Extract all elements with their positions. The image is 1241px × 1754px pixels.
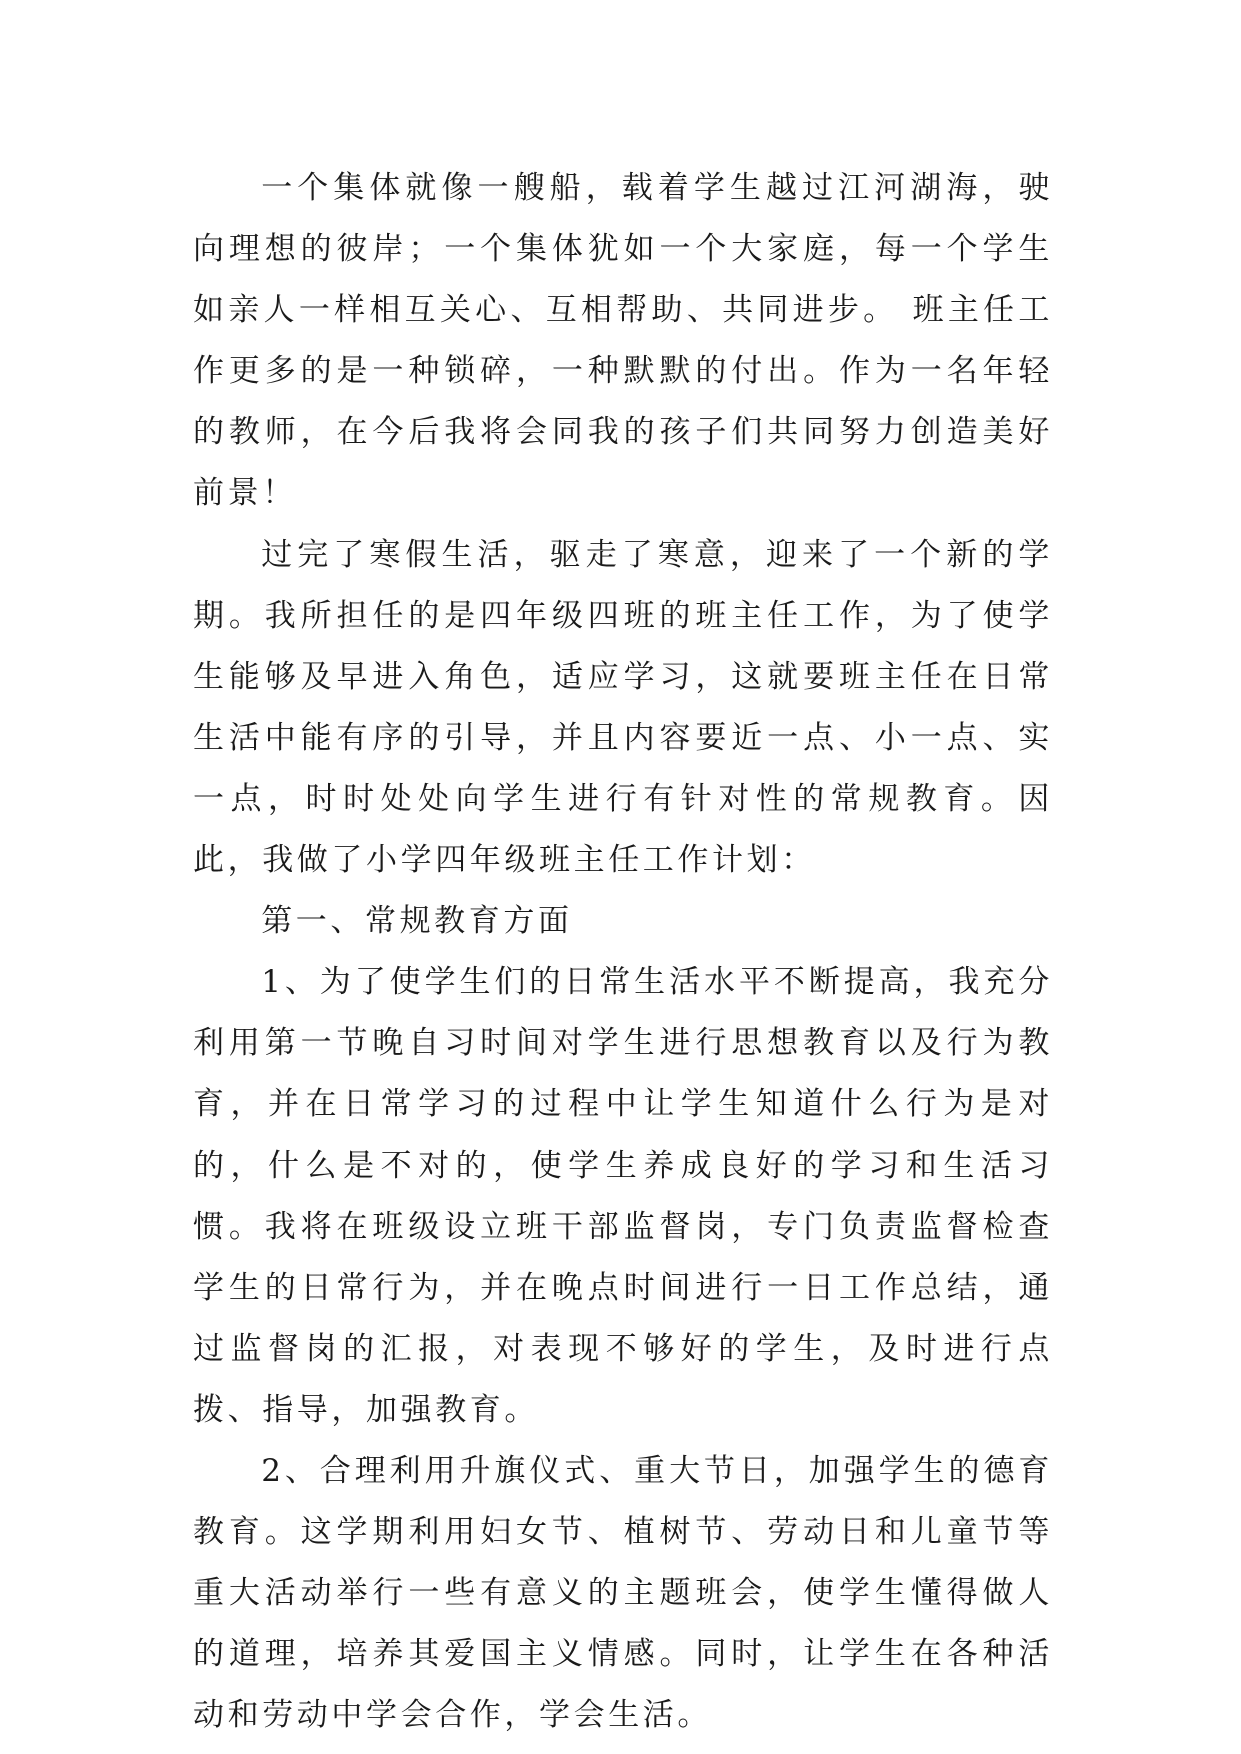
paragraph-intro: 一个集体就像一艘船，载着学生越过江河湖海，驶向理想的彼岸；一个集体犹如一个大家庭，每一个学生如亲人一样相互关心、互相帮助、共同进步。 班主任工作更多的是一种锁碎，一种默默的付出。作为一名年轻的教师，在今后我将会同我的孩子们共同努力创造美好前景！ xyxy=(193,170,1053,512)
section-heading-routine-education: 第一、常规教育方面 xyxy=(261,903,573,940)
paragraph-item-1: 1、为了使学生们的日常生活水平不断提高，我充分利用第一节晚自习时间对学生进行思想教育以及行为教育，并在日常学习的过程中让学生知道什么行为是对的，什么是不对的，使学生养成良好的学习和生活习惯。我将在班级设立班干部监督岗，专门负责监督检查学生的日常行为，并在晚点时间进行一日工作总结，通过监督岗的汇报，对表现不够好的学生，及时进行点拨、指导，加强教育。 xyxy=(193,964,1053,1428)
document-body xyxy=(193,158,1053,1746)
paragraph-semester-plan: 过完了寒假生活，驱走了寒意，迎来了一个新的学期。我所担任的是四年级四班的班主任工作，为了使学生能够及早进入角色，适应学习，这就要班主任在日常生活中能有序的引导，并且内容要近一点、小一点、实一点，时时处处向学生进行有针对性的常规教育。因此，我做了小学四年级班主任工作计划： xyxy=(193,536,1053,879)
paragraph-item-2: 2、合理利用升旗仪式、重大节日，加强学生的德育教育。这学期利用妇女节、植树节、劳动日和儿童节等重大活动举行一些有意义的主题班会，使学生懂得做人的道理，培养其爱国主义情感。同时，让学生在各种活动和劳动中学会合作，学会生活。 xyxy=(193,1452,1053,1734)
